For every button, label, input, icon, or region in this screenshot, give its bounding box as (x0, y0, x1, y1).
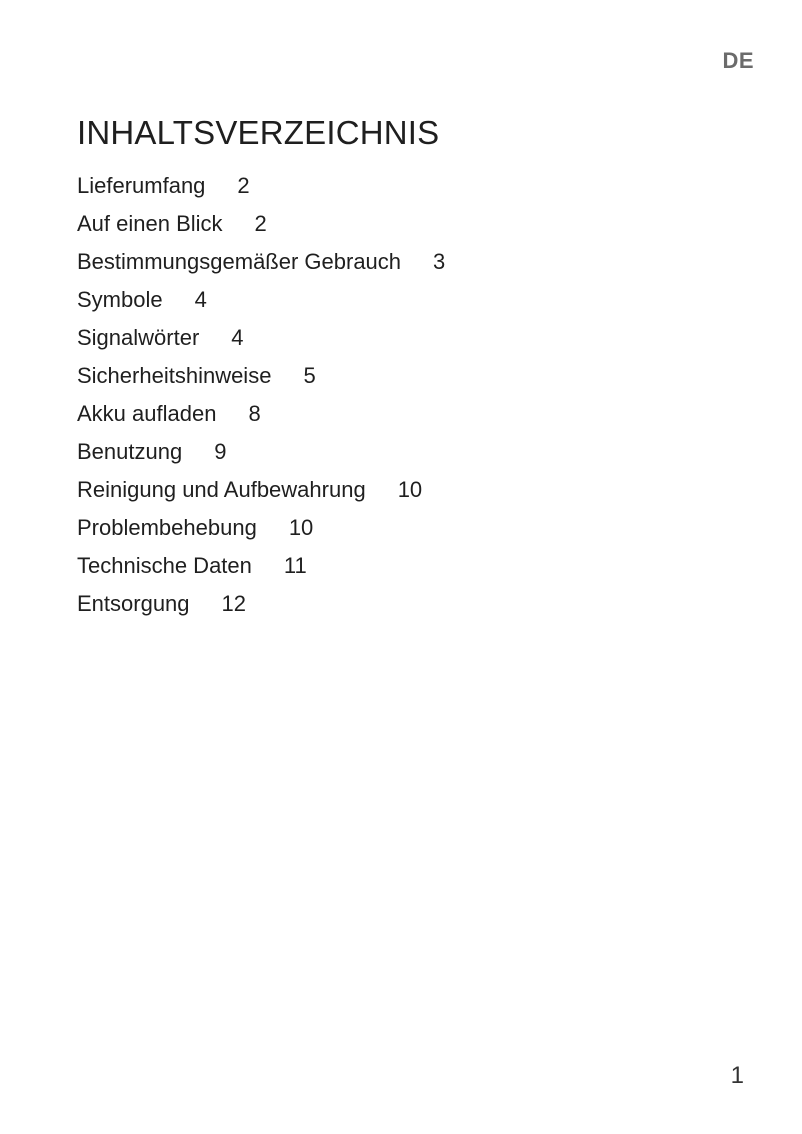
toc-entry-page: 12 (221, 591, 247, 616)
toc-entry-label: Benutzung (77, 439, 183, 464)
toc-entry-reinigung-und-aufbewahrung[interactable] (77, 471, 445, 509)
toc-entry-page: 4 (231, 325, 244, 350)
toc-entry-page: 11 (283, 553, 307, 578)
toc-entry-auf-einen-blick[interactable] (77, 205, 445, 243)
toc-title: INHALTSVERZEICHNIS (77, 114, 440, 151)
toc-entry-label: Problembehebung (77, 515, 257, 540)
toc-entry-symbole[interactable] (77, 281, 445, 319)
toc-entry-problembehebung[interactable] (77, 509, 445, 547)
toc-entry-page: 3 (433, 249, 446, 274)
toc-entry-page: 5 (303, 363, 316, 388)
language-tag: DE (722, 48, 754, 73)
toc-entry-label: Bestimmungsgemäßer Gebrauch (77, 249, 402, 274)
toc-entry-page: 2 (254, 211, 267, 236)
toc-entry-page: 10 (397, 477, 423, 502)
toc-entry-label: Symbole (77, 287, 163, 312)
toc-entry-page: 8 (248, 401, 261, 426)
toc-entry-label: Technische Daten (77, 553, 252, 578)
toc-entry-label: Auf einen Blick (77, 211, 223, 236)
toc-entry-signalwoerter[interactable] (77, 319, 445, 357)
toc-entry-bestimmungsgemaesser-gebrauch[interactable] (77, 243, 445, 281)
toc-entry-label: Entsorgung (77, 591, 190, 616)
toc-entry-label: Akku aufladen (77, 401, 217, 426)
toc-entry-page: 2 (237, 173, 250, 198)
toc-entry-entsorgung[interactable] (77, 585, 445, 623)
toc-entry-label: Lieferumfang (77, 173, 206, 198)
toc-entry-akku-aufladen[interactable] (77, 395, 445, 433)
toc-entry-label: Signalwörter (77, 325, 200, 350)
toc-list (77, 167, 445, 623)
toc-entry-page: 4 (194, 287, 207, 312)
page-number: 1 (730, 1062, 744, 1089)
toc-entry-sicherheitshinweise[interactable] (77, 357, 445, 395)
toc-entry-label: Reinigung und Aufbewahrung (77, 477, 366, 502)
toc-entry-page: 10 (288, 515, 314, 540)
toc-entry-label: Sicherheitshinweise (77, 363, 272, 388)
toc-entry-benutzung[interactable] (77, 433, 445, 471)
toc-entry-lieferumfang[interactable] (77, 167, 445, 205)
toc-entry-technische-daten[interactable] (77, 547, 445, 585)
toc-entry-page: 9 (214, 439, 227, 464)
